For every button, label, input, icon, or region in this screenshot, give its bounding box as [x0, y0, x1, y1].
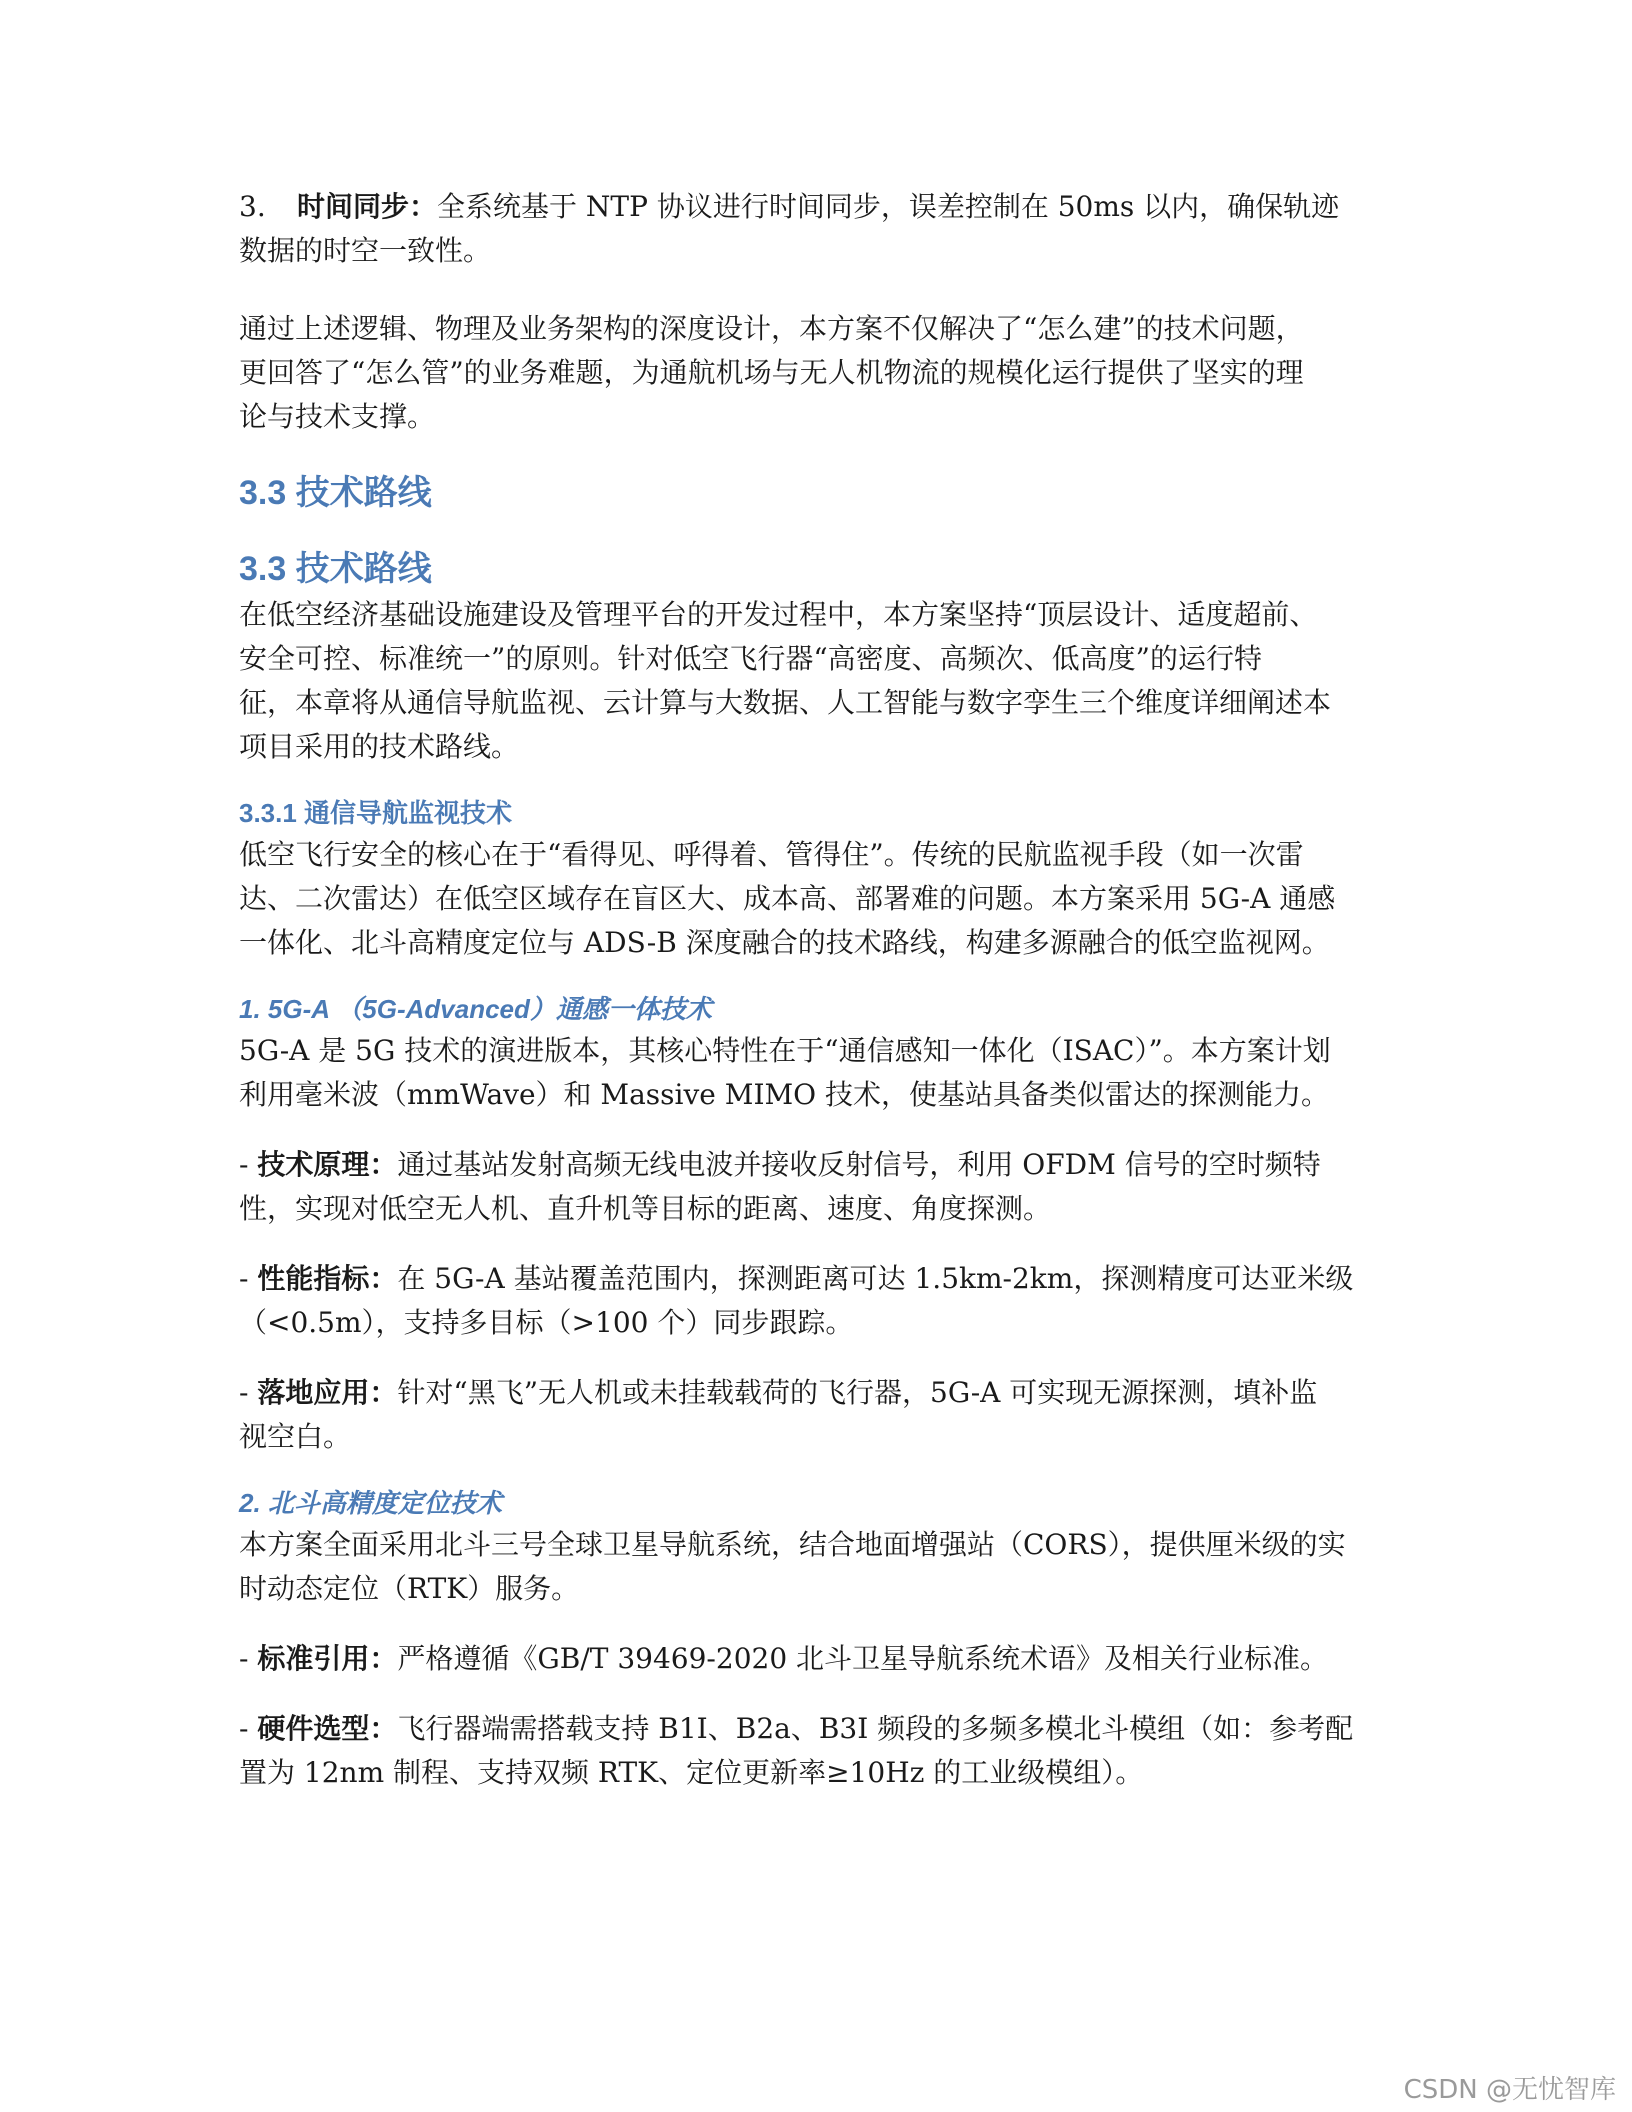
bullet-text: 针对“黑飞”无人机或未挂载载荷的飞行器，5G-A 可实现无源探测，填补监 [397, 1376, 1318, 1409]
paragraph-line: 5G-A 是 5G 技术的演进版本，其核心特性在于“通信感知一体化（ISAC）”。本方案计划 [239, 1034, 1331, 1067]
bullet-bold-label: 技术原理： [257, 1148, 398, 1181]
paragraph-line: 本方案全面采用北斗三号全球卫星导航系统，结合地面增强站（CORS），提供厘米级的实 [239, 1528, 1346, 1561]
topic-heading-5ga: 1. 5G-A （5G-Advanced）通感一体技术 [239, 994, 712, 1024]
item-number: 3. [239, 190, 266, 223]
paragraph-line: 低空飞行安全的核心在于“看得见、呼得着、管得住”。传统的民航监视手段（如一次雷 [239, 838, 1304, 871]
paragraph-line: 论与技术支撑。 [239, 400, 436, 433]
bullet-principle [239, 1143, 1399, 1231]
bullet-bold-label: 标准引用： [257, 1642, 398, 1675]
bullet-text: 在 5G-A 基站覆盖范围内，探测距离可达 1.5km-2km，探测精度可达亚米级 [397, 1262, 1354, 1295]
bullet-dash: - [239, 1262, 258, 1295]
bullet-text: 飞行器端需搭载支持 B1I、B2a、B3I 频段的多频多模北斗模组（如：参考配 [397, 1712, 1354, 1745]
bullet-text: 严格遵循《GB/T 39469-2020 北斗卫星导航系统术语》及相关行业标准。 [397, 1642, 1329, 1675]
bullet-text: 通过基站发射高频无线电波并接收反射信号，利用 OFDM 信号的空时频特 [397, 1148, 1321, 1181]
topic-paragraph [239, 1523, 1399, 1611]
paragraph-line: 征，本章将从通信导航监视、云计算与大数据、人工智能与数字孪生三个维度详细阐述本 [239, 686, 1332, 719]
paragraph-line: 项目采用的技术路线。 [239, 730, 520, 763]
item-bold-label: 时间同步： [297, 190, 438, 223]
bullet-bold-label: 落地应用： [257, 1376, 398, 1409]
bullet-bold-label: 性能指标： [257, 1262, 398, 1295]
paragraph-line: 在低空经济基础设施建设及管理平台的开发过程中，本方案坚持“顶层设计、适度超前、 [239, 598, 1318, 631]
bullet-performance [239, 1257, 1399, 1345]
item-text: 全系统基于 NTP 协议进行时间同步，误差控制在 50ms 以内，确保轨迹 [437, 190, 1340, 223]
bullet-text: 性，实现对低空无人机、直升机等目标的距离、速度、角度探测。 [239, 1192, 1052, 1225]
bullet-application [239, 1371, 1399, 1459]
paragraph-line: 时动态定位（RTK）服务。 [239, 1572, 580, 1605]
paragraph-line: 安全可控、标准统一”的原则。针对低空飞行器“高密度、高频次、低高度”的运行特 [239, 642, 1262, 675]
csdn-watermark: CSDN @无忧智库 [1403, 2075, 1616, 2105]
bullet-text: 置为 12nm 制程、支持双频 RTK、定位更新率≥10Hz 的工业级模组）。 [239, 1756, 1144, 1789]
bullet-dash: - [239, 1642, 258, 1675]
section-heading: 3.3 技术路线 [239, 550, 432, 588]
bullet-standard [239, 1637, 1399, 1681]
subsection-paragraph [239, 833, 1399, 965]
bullet-text: （<0.5m），支持多目标（>100 个）同步跟踪。 [239, 1306, 854, 1339]
summary-paragraph [239, 307, 1399, 439]
bullet-text: 视空白。 [239, 1420, 352, 1453]
section-heading: 3.3 技术路线 [239, 474, 432, 512]
bullet-dash: - [239, 1148, 258, 1181]
paragraph-line: 达、二次雷达）在低空区域存在盲区大、成本高、部署难的问题。本方案采用 5G-A 通感 [239, 882, 1336, 915]
topic-paragraph [239, 1029, 1399, 1117]
paragraph-line: 通过上述逻辑、物理及业务架构的深度设计，本方案不仅解决了“怎么建”的技术问题， [239, 312, 1304, 345]
bullet-dash: - [239, 1712, 258, 1745]
subsection-heading: 3.3.1 通信导航监视技术 [239, 798, 513, 828]
bullet-dash: - [239, 1376, 258, 1409]
topic-heading-beidou: 2. 北斗高精度定位技术 [239, 1488, 502, 1518]
paragraph-line: 一体化、北斗高精度定位与 ADS-B 深度融合的技术路线，构建多源融合的低空监视网。 [239, 926, 1330, 959]
paragraph-line: 利用毫米波（mmWave）和 Massive MIMO 技术，使基站具备类似雷达的探测能力。 [239, 1078, 1330, 1111]
intro-paragraph [239, 593, 1399, 769]
bullet-bold-label: 硬件选型： [257, 1712, 398, 1745]
bullet-hardware [239, 1707, 1399, 1795]
paragraph-line: 更回答了“怎么管”的业务难题，为通航机场与无人机物流的规模化运行提供了坚实的理 [239, 356, 1304, 389]
item-text: 数据的时空一致性。 [239, 234, 492, 267]
document-page [239, 185, 1399, 1795]
item-time-sync [239, 185, 1399, 273]
